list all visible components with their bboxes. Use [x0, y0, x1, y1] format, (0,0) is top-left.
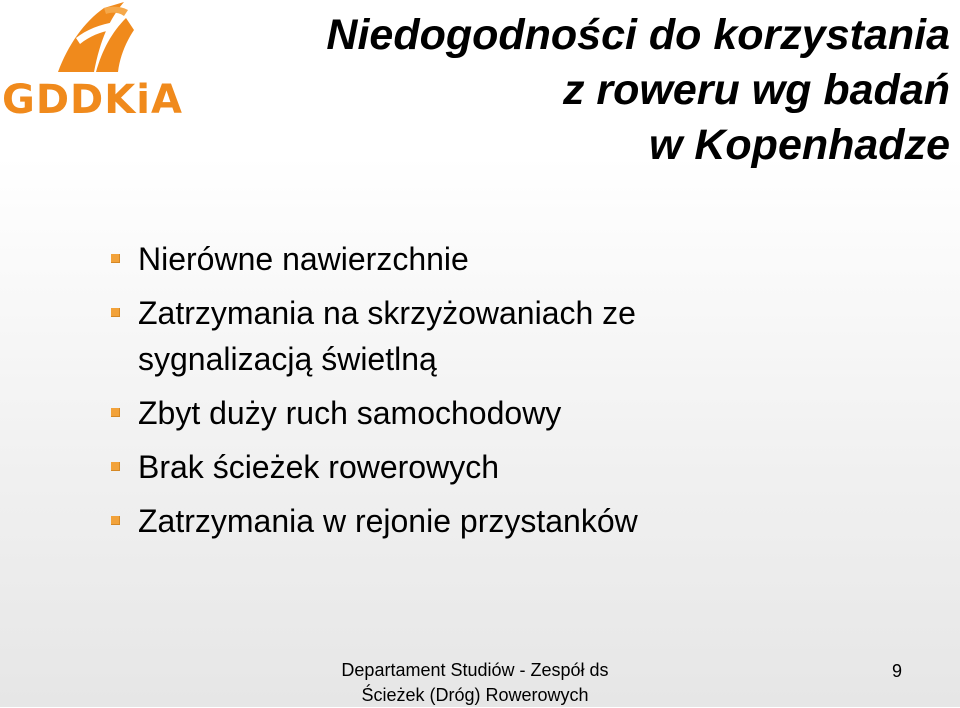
bullet-text: Brak ścieżek rowerowych — [138, 449, 499, 485]
footer-line-1: Departament Studiów - Zespół ds — [341, 660, 609, 680]
title-line-2: z roweru wg badań — [562, 66, 950, 114]
bullet-item — [108, 290, 868, 382]
square-bullet-icon — [111, 254, 120, 263]
bullet-item — [108, 390, 868, 436]
square-bullet-icon — [111, 462, 120, 471]
bullet-text: Nierówne nawierzchnie — [138, 241, 469, 277]
bullet-item — [108, 236, 868, 282]
square-bullet-icon — [111, 408, 120, 417]
title-line-3: w Kopenhadze — [648, 121, 950, 169]
page-number: 9 — [891, 661, 902, 681]
bullet-text: Zatrzymania na skrzyżowaniach ze — [138, 295, 636, 331]
logo-wordmark: GDDKiA — [2, 77, 183, 123]
bullet-text: Zatrzymania w rejonie przystanków — [138, 503, 638, 539]
bullet-text: Zbyt duży ruch samochodowy — [138, 395, 562, 431]
bullet-text-continuation: sygnalizacją świetlną — [138, 341, 437, 377]
footer-line-2: Ścieżek (Dróg) Rowerowych — [361, 685, 589, 705]
gddkia-logo — [0, 0, 200, 130]
title-line-1: Niedogodności do korzystania — [326, 11, 950, 59]
square-bullet-icon — [111, 308, 120, 317]
bullet-list — [108, 236, 868, 552]
slide-footer — [330, 658, 620, 708]
bullet-item — [108, 444, 868, 490]
square-bullet-icon — [111, 516, 120, 525]
slide-title — [230, 8, 950, 173]
bullet-item — [108, 498, 868, 544]
